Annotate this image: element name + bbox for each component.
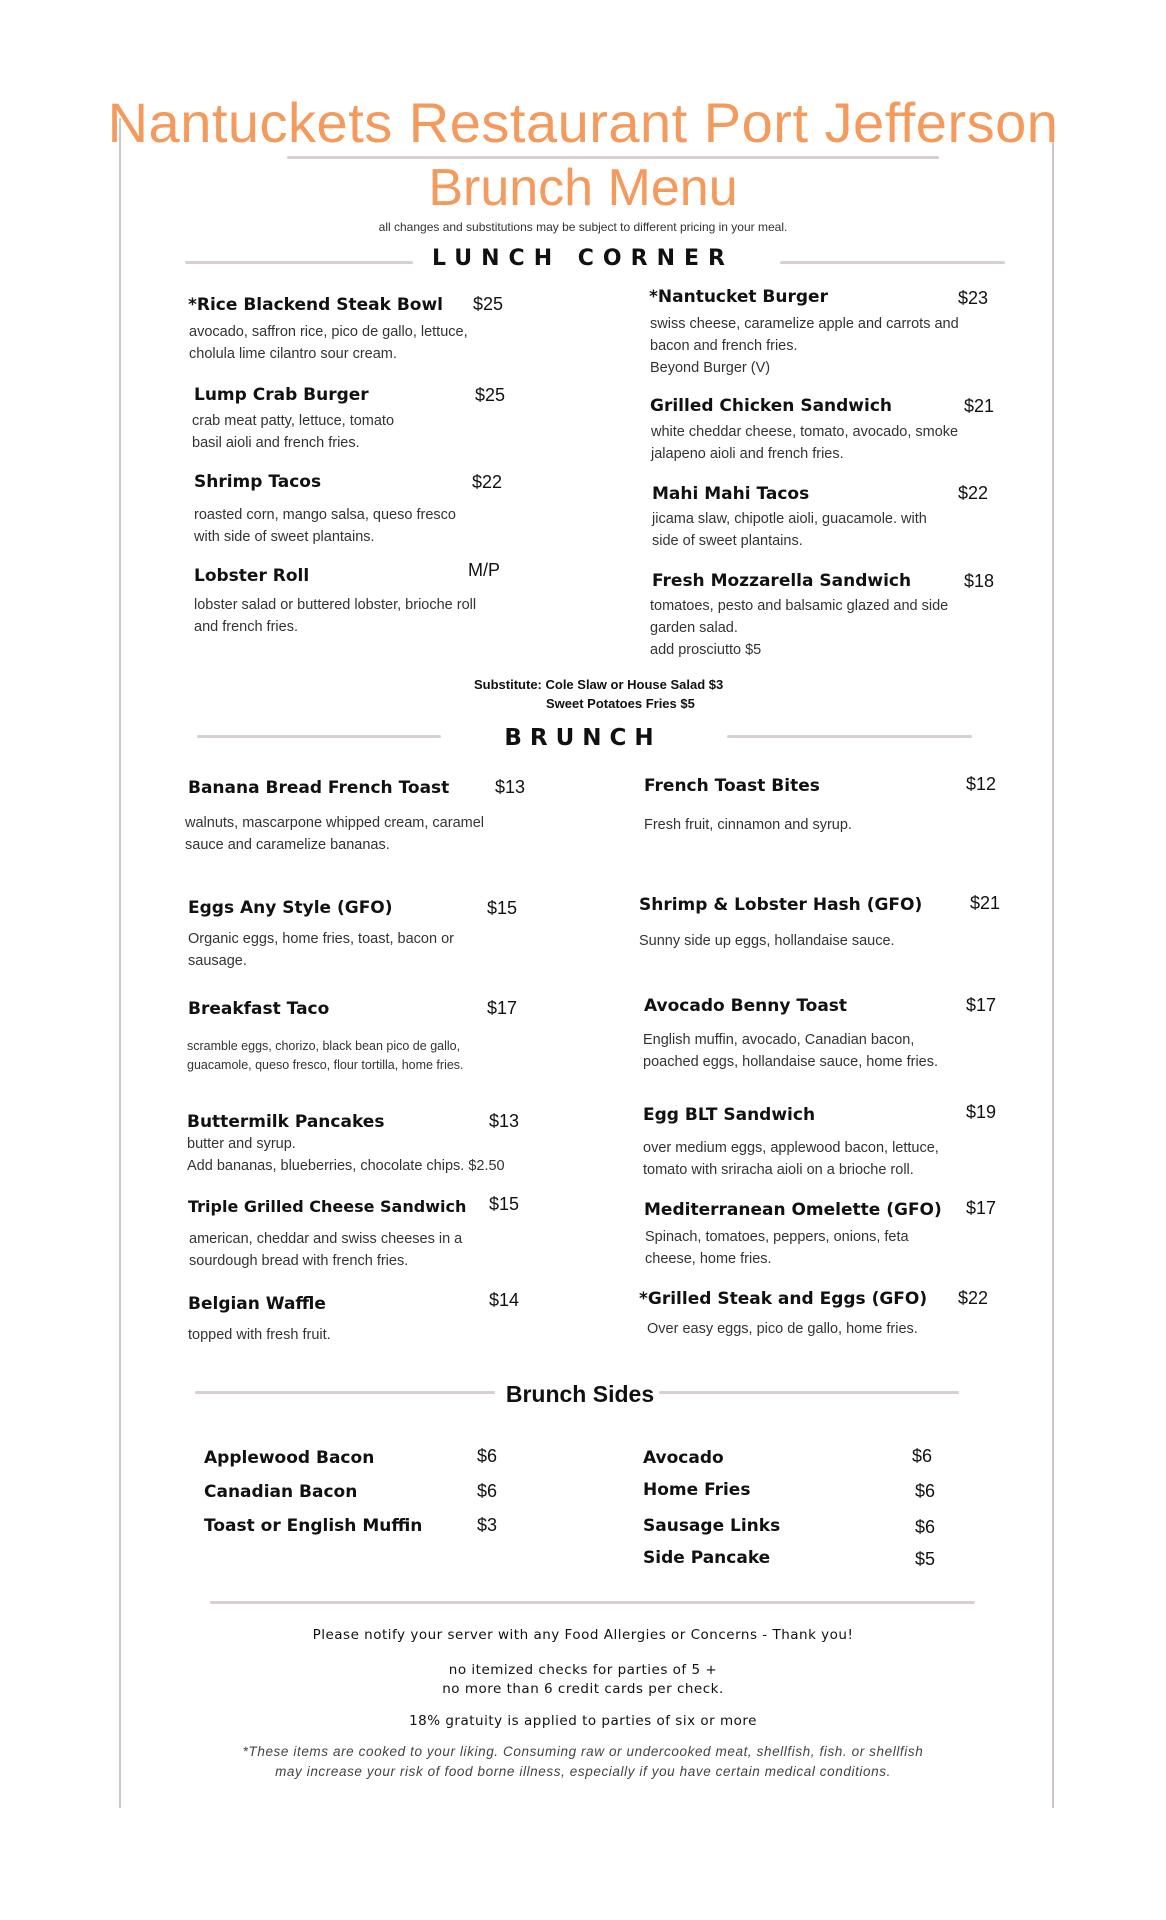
menu-item-name: Belgian Waffle [188,1294,326,1314]
brunch-divider-right [727,735,972,738]
side-item-name: Avocado [643,1448,724,1468]
menu-item-desc: tomatoes, pesto and balsamic glazed and side [650,598,949,614]
substitute-line: Substitute: Cole Slaw or House Salad $3 [474,677,724,692]
menu-item-desc: white cheddar cheese, tomato, avocado, smoke [651,424,959,440]
gratuity-notice: 18% gratuity is applied to parties of six or more [409,1713,757,1729]
side-item-price: $6 [912,1446,933,1466]
side-item-name: Side Pancake [643,1548,771,1568]
sides-divider-right [659,1391,959,1394]
menu-item-desc: roasted corn, mango salsa, queso fresco [194,507,456,523]
menu-subtitle: Brunch Menu [428,159,738,217]
side-item-name: Canadian Bacon [204,1482,358,1502]
side-item-price: $5 [915,1549,936,1569]
menu-item-name: Lobster Roll [194,566,310,586]
menu-item-desc: over medium eggs, applewood bacon, lettuce, [643,1140,939,1156]
side-item-price: $6 [477,1481,498,1501]
menu-item-desc: side of sweet plantains. [652,533,803,549]
menu-item-price: $13 [495,777,526,797]
menu-item-desc: scramble eggs, chorizo, black bean pico de gallo, [187,1039,461,1053]
menu-item-price: $14 [489,1290,520,1310]
menu-item-price: $17 [487,998,518,1018]
side-item-price: $6 [915,1481,936,1501]
menu-item-price: $25 [473,294,504,314]
menu-item-desc: lobster salad or buttered lobster, brioche roll [194,597,477,613]
menu-item-desc: jalapeno aioli and french fries. [651,446,844,462]
side-item-name: Sausage Links [643,1516,781,1536]
menu-item-name: Grilled Chicken Sandwich [650,396,893,416]
footer-divider [210,1601,975,1604]
pricing-note: all changes and substitutions may be subject to different pricing in your meal. [378,220,788,234]
menu-item-desc: butter and syrup. [187,1136,296,1152]
menu-item-price: $25 [475,385,506,405]
menu-item-name: Buttermilk Pancakes [187,1112,385,1132]
menu-item-desc: cholula lime cilantro sour cream. [189,346,397,362]
left-border-line [119,118,121,1808]
menu-item-price: $17 [966,1198,997,1218]
menu-item-desc: crab meat patty, lettuce, tomato [192,413,395,429]
substitute-line: Sweet Potatoes Fries $5 [546,696,695,711]
disclaimer-line: may increase your risk of food borne illness, especially if you have certain medical conditions. [275,1764,891,1779]
sides-divider-left [195,1391,495,1394]
menu-item-price: $15 [489,1194,520,1214]
side-item-price: $6 [477,1446,498,1466]
menu-item-desc: walnuts, mascarpone whipped cream, caramel [185,815,484,831]
menu-item-name: Mediterranean Omelette (GFO) [644,1200,942,1220]
menu-item-desc: garden salad. [650,620,738,636]
check-policy-line: no more than 6 credit cards per check. [442,1681,724,1697]
menu-item-name: Eggs Any Style (GFO) [188,898,393,918]
menu-item-desc: bacon and french fries. [650,338,798,354]
menu-item-price: $12 [966,774,997,794]
menu-item-price: $22 [958,1288,989,1308]
menu-item-name: Shrimp & Lobster Hash (GFO) [639,895,923,915]
menu-item-name: Breakfast Taco [188,999,330,1019]
menu-item-desc: Over easy eggs, pico de gallo, home fries. [647,1321,918,1337]
menu-item-name: Avocado Benny Toast [644,996,848,1016]
menu-item-desc: Organic eggs, home fries, toast, bacon or [188,931,454,947]
menu-item-desc: Spinach, tomatoes, peppers, onions, feta [645,1229,909,1245]
menu-item-price: $15 [487,898,518,918]
menu-item-price: $17 [966,995,997,1015]
disclaimer-line: *These items are cooked to your liking. Consuming raw or undercooked meat, shellfish, fish. or shellfish [242,1744,924,1759]
menu-item-desc: jicama slaw, chipotle aioli, guacamole. with [652,511,927,527]
menu-item-desc: sausage. [188,953,247,969]
menu-item-desc: american, cheddar and swiss cheeses in a [189,1231,463,1247]
section-brunch-sides: Brunch Sides [505,1381,655,1407]
menu-item-name: Shrimp Tacos [194,472,322,492]
menu-item-name: *Grilled Steak and Eggs (GFO) [639,1289,928,1309]
menu-item-name: Lump Crab Burger [194,385,369,405]
menu-item-name: Fresh Mozzarella Sandwich [652,571,912,591]
menu-item-desc: with side of sweet plantains. [194,529,375,545]
menu-item-name: *Rice Blackend Steak Bowl [188,295,443,315]
menu-item-price: $23 [958,288,989,308]
menu-item-desc: and french fries. [194,619,298,635]
menu-item-name: Egg BLT Sandwich [643,1105,816,1125]
menu-item-price: M/P [468,560,501,580]
menu-item-name: Banana Bread French Toast [188,778,450,798]
side-item-name: Toast or English Muffin [204,1516,423,1536]
right-border-line [1052,118,1054,1808]
menu-item-desc: topped with fresh fruit. [188,1327,331,1343]
menu-item-desc: basil aioli and french fries. [192,435,360,451]
menu-item-name: Triple Grilled Cheese Sandwich [188,1197,467,1216]
lunch-divider-left [185,261,413,264]
menu-item-desc: poached eggs, hollandaise sauce, home fries. [643,1054,939,1070]
menu-item-desc: Add bananas, blueberries, chocolate chips. $2.50 [187,1158,505,1174]
menu-item-desc: Beyond Burger (V) [650,360,771,376]
menu-item-desc: cheese, home fries. [645,1251,772,1267]
menu-item-name: *Nantucket Burger [649,287,828,307]
section-brunch: BRUNCH [504,725,662,751]
menu-item-desc: add prosciutto $5 [650,642,762,658]
menu-item-desc: avocado, saffron rice, pico de gallo, lettuce, [189,324,468,340]
menu-item-desc: guacamole, queso fresco, flour tortilla, home fries. [187,1058,464,1072]
menu-item-price: $21 [964,396,995,416]
side-item-price: $6 [915,1517,936,1537]
side-item-name: Applewood Bacon [204,1448,375,1468]
menu-item-desc: swiss cheese, caramelize apple and carrots and [650,316,959,332]
menu-item-price: $19 [966,1102,997,1122]
check-policy-line: no itemized checks for parties of 5 + [448,1662,718,1678]
menu-item-price: $18 [964,571,995,591]
lunch-divider-right [780,261,1005,264]
menu-item-desc: sourdough bread with french fries. [189,1253,409,1269]
menu-item-price: $22 [472,472,503,492]
menu-item-desc: sauce and caramelize bananas. [185,837,390,853]
menu-item-price: $22 [958,483,989,503]
restaurant-title: Nantuckets Restaurant Port Jefferson [107,91,1059,154]
menu-item-desc: Fresh fruit, cinnamon and syrup. [644,817,852,833]
menu-item-price: $21 [970,893,1001,913]
menu-item-desc: Sunny side up eggs, hollandaise sauce. [639,933,895,949]
side-item-name: Home Fries [643,1480,751,1500]
menu-item-desc: tomato with sriracha aioli on a brioche roll. [643,1162,914,1178]
brunch-divider-left [197,735,441,738]
side-item-price: $3 [477,1515,498,1535]
allergy-notice: Please notify your server with any Food Allergies or Concerns - Thank you! [312,1627,854,1643]
menu-item-price: $13 [489,1111,520,1131]
menu-item-name: French Toast Bites [644,776,820,796]
section-lunch-corner: LUNCH CORNER [432,246,734,271]
menu-item-name: Mahi Mahi Tacos [652,484,810,504]
menu-item-desc: English muffin, avocado, Canadian bacon, [643,1032,915,1048]
